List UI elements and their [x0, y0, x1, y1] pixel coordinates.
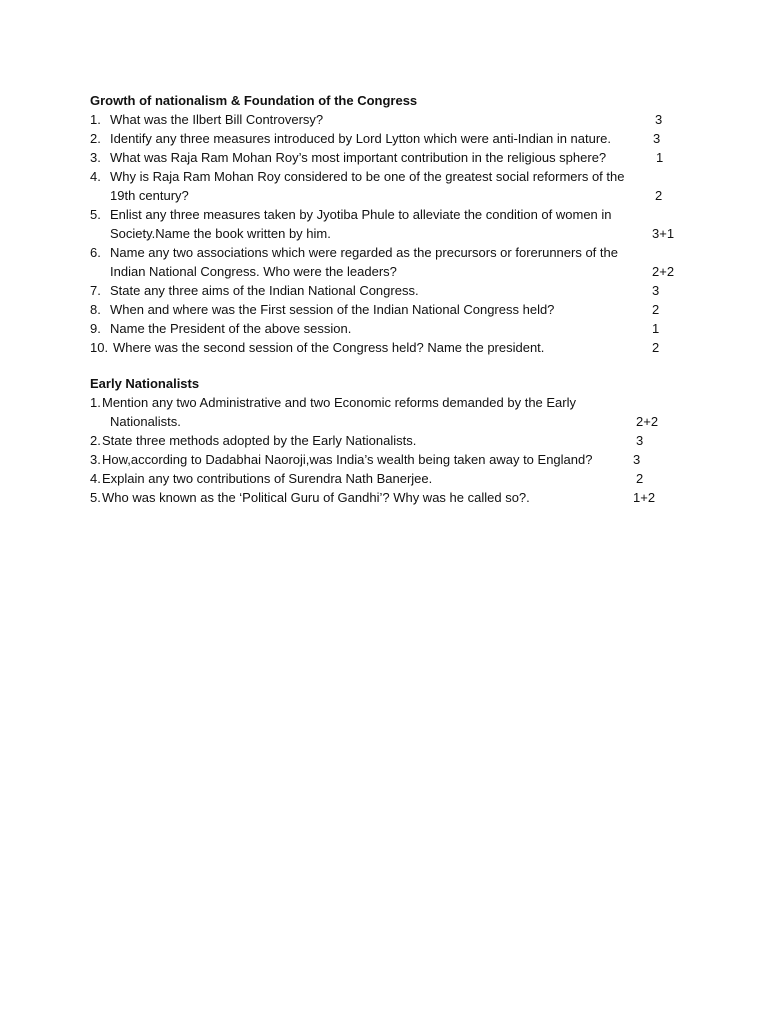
question-marks: 3	[636, 433, 644, 448]
question-number: 2.	[90, 433, 101, 448]
section-heading-congress: Growth of nationalism & Foundation of the Congress	[90, 93, 418, 108]
question-text: What was Raja Ram Mohan Roy’s most important contribution in the religious sphere?	[110, 150, 607, 165]
question-number: 1.	[90, 112, 101, 127]
question-number: 3.	[90, 452, 101, 467]
question-text-continued: Indian National Congress. Who were the leaders?	[110, 264, 397, 279]
question-number: 7.	[90, 283, 101, 298]
question-marks: 3	[655, 112, 663, 127]
question-text-continued: Nationalists.	[110, 414, 181, 429]
question-text: When and where was the First session of the Indian National Congress held?	[110, 302, 555, 317]
question-number: 2.	[90, 131, 101, 146]
question-number: 4.	[90, 471, 101, 486]
question-marks: 2	[636, 471, 644, 486]
question-text: Mention any two Administrative and two Economic reforms demanded by the Early	[102, 395, 577, 410]
question-number: 1.	[90, 395, 101, 410]
question-marks: 2	[655, 188, 663, 203]
question-marks: 2	[652, 302, 660, 317]
question-marks: 1	[652, 321, 660, 336]
question-marks: 3+1	[652, 226, 675, 241]
question-marks: 1	[656, 150, 664, 165]
question-marks: 3	[633, 452, 641, 467]
question-text: Enlist any three measures taken by Jyotiba Phule to alleviate the condition of women in	[110, 207, 612, 222]
question-marks: 2+2	[652, 264, 675, 279]
question-text-continued: 19th century?	[110, 188, 189, 203]
question-number: 5.	[90, 207, 101, 222]
question-text: How,according to Dadabhai Naoroji,was India’s wealth being taken away to England?	[102, 452, 593, 467]
question-text: Name any two associations which were regarded as the precursors or forerunners of the	[110, 245, 618, 260]
question-number: 9.	[90, 321, 101, 336]
section-heading-early-nationalists: Early Nationalists	[90, 376, 200, 391]
question-text: Who was known as the ‘Political Guru of Gandhi’? Why was he called so?.	[102, 490, 530, 505]
question-text: State any three aims of the Indian National Congress.	[110, 283, 419, 298]
question-text-continued: Society.Name the book written by him.	[110, 226, 331, 241]
question-number: 4.	[90, 169, 101, 184]
question-number: 10.	[90, 340, 109, 355]
question-marks: 3	[652, 283, 660, 298]
question-number: 6.	[90, 245, 101, 260]
question-text: What was the Ilbert Bill Controversy?	[110, 112, 324, 127]
question-number: 5.	[90, 490, 101, 505]
question-text: Name the President of the above session.	[110, 321, 352, 336]
question-text: Why is Raja Ram Mohan Roy considered to be one of the greatest social reformers of the	[110, 169, 625, 184]
question-number: 3.	[90, 150, 101, 165]
question-text: State three methods adopted by the Early Nationalists.	[102, 433, 417, 448]
question-text: Explain any two contributions of Surendra Nath Banerjee.	[102, 471, 433, 486]
question-text: Identify any three measures introduced by Lord Lytton which were anti-Indian in nature.	[110, 131, 612, 146]
question-text: Where was the second session of the Congress held? Name the president.	[113, 340, 545, 355]
question-marks: 3	[653, 131, 661, 146]
question-marks: 2	[652, 340, 660, 355]
question-marks: 2+2	[636, 414, 659, 429]
question-number: 8.	[90, 302, 101, 317]
question-marks: 1+2	[633, 490, 656, 505]
